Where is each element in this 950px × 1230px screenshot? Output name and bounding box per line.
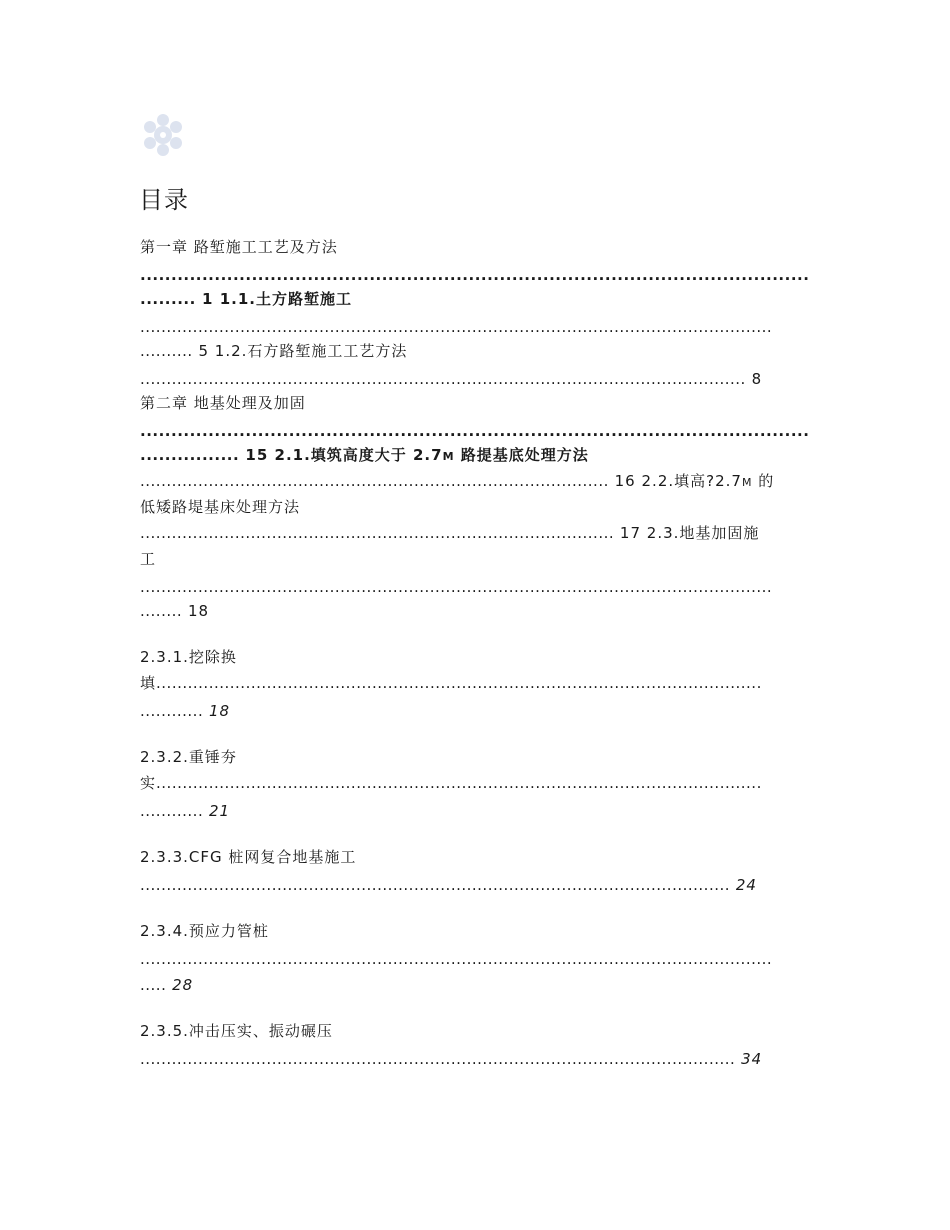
- toc-line: [140, 237, 810, 257]
- toc-line: [140, 471, 810, 493]
- toc-leader-dots: .........: [140, 290, 196, 308]
- toc-page-number: 18: [209, 702, 231, 720]
- toc-line: [140, 701, 810, 721]
- toc-leader-dots: ................: [140, 446, 240, 464]
- toc-page-number: 5: [198, 342, 210, 360]
- toc-page-number: 1: [202, 290, 214, 308]
- toc-leader-dots: ............: [140, 702, 204, 720]
- toc-page-number: 16: [614, 472, 636, 490]
- toc-entry-text: 第二章 地基处理及加固: [140, 394, 306, 412]
- toc-page-number: 28: [172, 976, 194, 994]
- toc-entry-text: 2.3.5.冲击压实、振动碾压: [140, 1022, 333, 1040]
- toc-line: [140, 673, 810, 693]
- toc-unit: M: [442, 450, 455, 463]
- toc-entry-text: 第一章 路堑施工工艺及方法: [140, 238, 338, 256]
- toc-line: [140, 747, 810, 767]
- toc-entry-text: 2.2.填高?2.7: [635, 472, 742, 490]
- toc-page-number: 34: [741, 1050, 763, 1068]
- page-title: 目录: [139, 186, 189, 214]
- snowflake-logo-icon: [140, 112, 186, 158]
- toc-leader-dots: ........................................................................................................................: [140, 318, 773, 336]
- toc-page-number: 24: [735, 876, 757, 894]
- toc-unit: M: [741, 476, 753, 489]
- toc-line: [140, 369, 810, 389]
- toc-entry-text: 2.1.填筑高度大于 2.7: [268, 446, 443, 464]
- toc-line: [140, 393, 810, 413]
- toc-line: [140, 801, 810, 821]
- toc-leader-dots: .....: [140, 976, 167, 994]
- toc-line: [140, 577, 810, 597]
- toc-entry-text: 2.3.地基加固施: [641, 524, 760, 542]
- toc-entry-text: 路提基底处理方法: [454, 446, 589, 464]
- toc-leader-dots: .........................................................................................: [140, 472, 609, 490]
- toc-page-number: 8: [751, 370, 763, 388]
- toc-leader-dots: ............: [140, 802, 204, 820]
- toc-leader-dots: ................................................................................................................: [140, 876, 731, 894]
- toc-line: [140, 949, 810, 969]
- toc-leader-dots: ...................................................................................................................: [156, 774, 762, 792]
- toc-line: [140, 289, 810, 309]
- toc-entry-text: 的: [752, 472, 775, 490]
- toc-line: [140, 875, 810, 895]
- toc-line: [140, 317, 810, 337]
- toc-entry-text: 2.3.3.CFG 桩网复合地基施工: [140, 848, 357, 866]
- toc-page-number: 18: [187, 602, 210, 620]
- toc-page-number: 15: [245, 446, 269, 464]
- toc-leader-dots: ............................................................................................................: [140, 422, 810, 440]
- toc-line: [140, 549, 810, 569]
- toc-leader-dots: ............................................................................................................: [140, 266, 810, 284]
- toc-entry-text: 实: [140, 774, 157, 792]
- toc-line: [140, 1049, 810, 1069]
- toc-line: [140, 847, 810, 867]
- toc-line: [140, 523, 810, 543]
- toc-line: [140, 647, 810, 667]
- toc-page-number: 17: [619, 524, 642, 542]
- toc-entry-text: 1.2.石方路堑施工工艺方法: [209, 342, 408, 360]
- toc-line: [140, 1021, 810, 1041]
- toc-line: [140, 341, 810, 361]
- toc-entry-text: 填: [140, 674, 157, 692]
- toc-leader-dots: ..........: [140, 342, 193, 360]
- toc-line: [140, 421, 810, 441]
- toc-leader-dots: ...................................................................................................................: [140, 370, 746, 388]
- toc-line: [140, 921, 810, 941]
- toc-leader-dots: ........: [140, 602, 183, 620]
- toc-leader-dots: ........................................................................................................................: [140, 950, 773, 968]
- toc-leader-dots: ...................................................................................................................: [156, 674, 762, 692]
- toc-page-number: 21: [209, 802, 231, 820]
- toc-leader-dots: ..........................................................................................: [140, 524, 615, 542]
- toc-line: [140, 265, 810, 285]
- toc-entry-text: 工: [140, 550, 157, 568]
- toc-line: [140, 773, 810, 793]
- toc-line: [140, 601, 810, 621]
- toc-entry-text: 低矮路堤基床处理方法: [140, 498, 301, 516]
- toc-entry-text: 2.3.2.重锤夯: [140, 748, 237, 766]
- toc-entry-text: 1.1.土方路堑施工: [213, 290, 352, 308]
- toc-line: [140, 497, 810, 517]
- toc-line: [140, 445, 810, 467]
- toc-leader-dots: ........................................................................................................................: [140, 578, 773, 596]
- toc-entry-text: 2.3.4.预应力管桩: [140, 922, 269, 940]
- toc-entry-text: 2.3.1.挖除换: [140, 648, 237, 666]
- toc-leader-dots: .................................................................................................................: [140, 1050, 736, 1068]
- toc-line: [140, 975, 810, 995]
